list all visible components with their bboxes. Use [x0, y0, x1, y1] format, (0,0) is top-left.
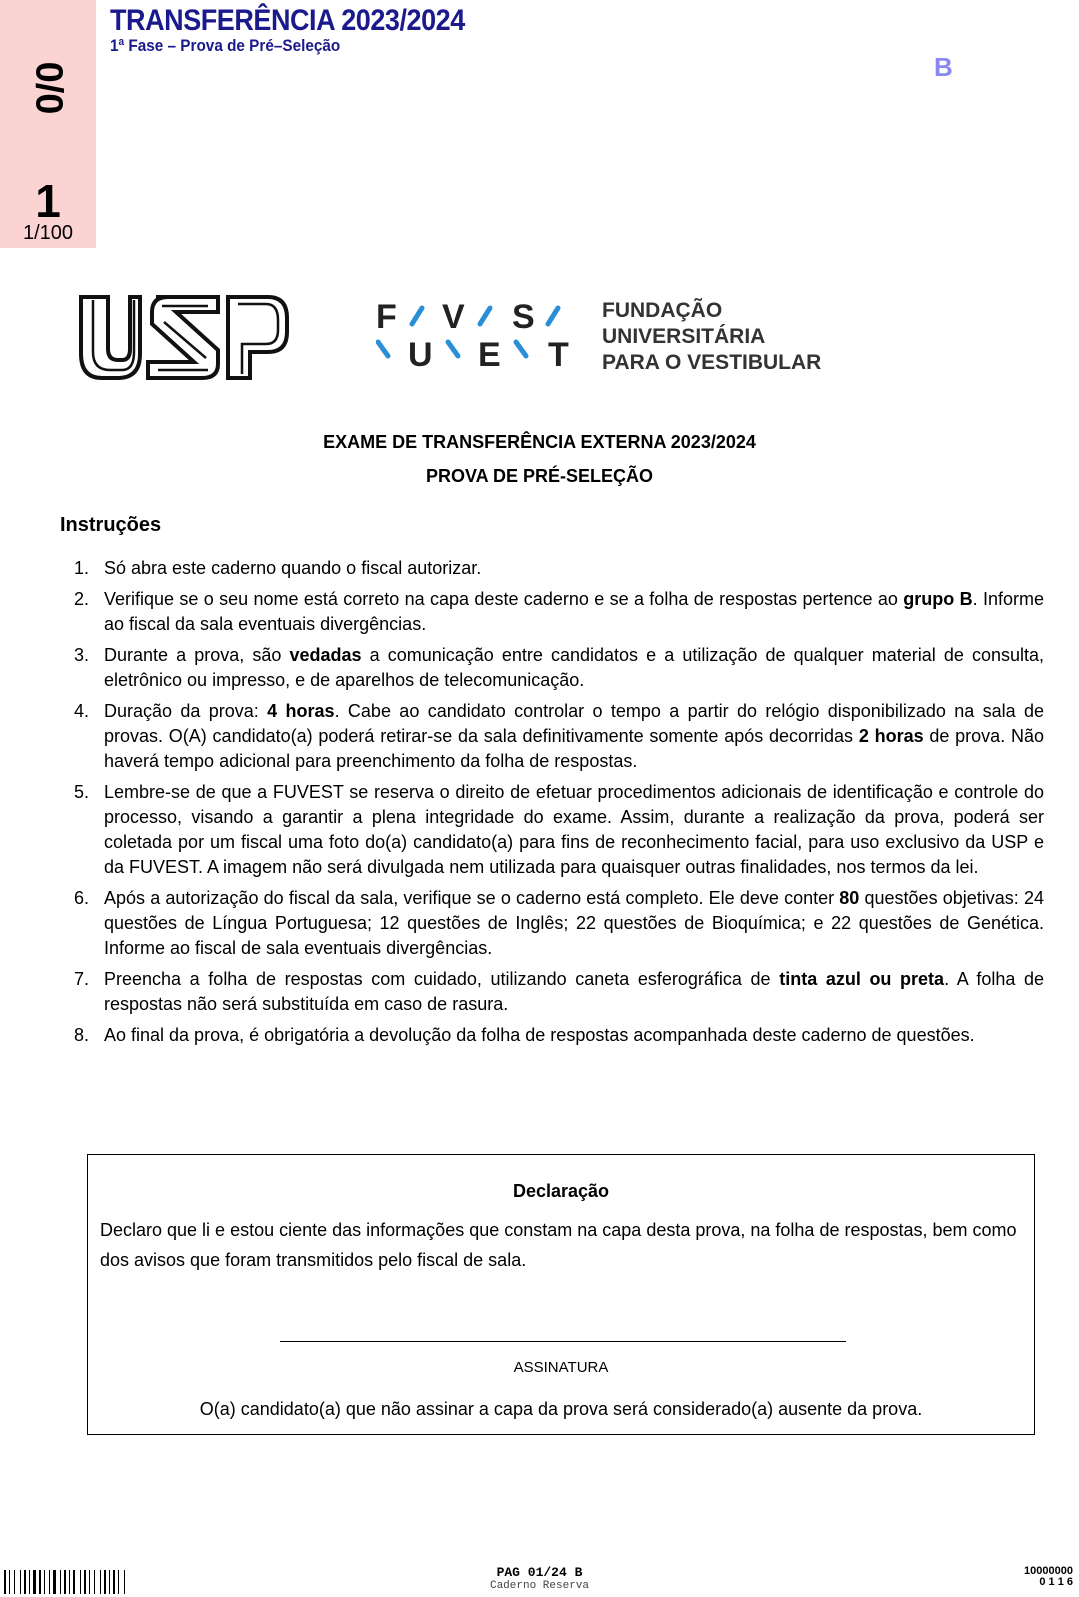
svg-text:F: F: [376, 298, 397, 336]
page-title: TRANSFERÊNCIA 2023/2024: [110, 4, 465, 37]
instruction-text: . Informe ao fiscal da sala eventuais divergências.: [104, 589, 1044, 634]
instruction-number: 2.: [74, 589, 90, 609]
declaration-note: O(a) candidato(a) que não assinar a capa da prova será considerado(a) ausente da prova.: [199, 1399, 923, 1419]
instruction-text: Só abra este caderno quando o fiscal autorizar.: [104, 558, 482, 578]
booklet-fraction: 1/100: [22, 222, 74, 244]
footer-code-bottom: 0 1 1 6: [1039, 1576, 1073, 1588]
instruction-number: 5.: [74, 782, 90, 802]
instruction-text: Duração da prova:: [104, 701, 268, 721]
instruction-item: [74, 1023, 1044, 1048]
instruction-emphasis: 2 horas: [858, 726, 924, 746]
instructions-list: [74, 556, 1044, 1054]
instruction-item: [74, 587, 1044, 637]
instruction-text: Preencha a folha de respostas com cuidado, utilizando caneta esferográfica de: [104, 969, 780, 989]
instruction-emphasis: vedadas: [289, 645, 362, 665]
instruction-text: a comunicação entre candidatos e a utilização de qualquer material de consulta, eletrônico ou impresso, e de aparelhos de telecomunicação.: [104, 645, 1044, 690]
declaration-title: Declaração: [512, 1181, 610, 1201]
instruction-emphasis: tinta azul ou preta: [779, 969, 945, 989]
svg-text:S: S: [512, 298, 535, 336]
instruction-number: 3.: [74, 645, 90, 665]
signature-line[interactable]: [280, 1341, 846, 1342]
rotated-code: 0/0: [27, 61, 70, 115]
svg-text:E: E: [478, 336, 501, 370]
instruction-item: [74, 967, 1044, 1017]
instruction-text: . Cabe ao candidato controlar o tempo a partir do relógio disponibilizado na sala de provas. O(A) candidato(a) poderá retirar-se da sala definitivamente somente após decorridas: [104, 701, 1044, 746]
instruction-item: [74, 643, 1044, 693]
instruction-emphasis: grupo B: [903, 589, 973, 609]
exam-title: EXAME DE TRANSFERÊNCIA EXTERNA 2023/2024: [323, 432, 756, 452]
instruction-text: Lembre-se de que a FUVEST se reserva o direito de efetuar procedimentos adicionais de identificação e controle do processo, visando a garantir a plena integridade do exame. Assim, durante a realização da prova, poderá ser coletada por um fiscal uma foto do(a) candidato(a) para fins de reconhecimento facial, para uso exclusivo da USP e da FUVEST. A imagem não será divulgada nem utilizada para quaisquer outras finalidades, nos termos da lei.: [104, 782, 1044, 877]
fuvest-logo: [376, 298, 572, 370]
group-letter: B: [934, 52, 953, 82]
instructions-heading: Instruções: [60, 514, 162, 536]
page-subtitle: 1ª Fase – Prova de Pré–Seleção: [110, 36, 341, 55]
svg-text:T: T: [548, 336, 569, 370]
instruction-text: questões objetivas: 24 questões de Língua Portuguesa; 12 questões de Inglês; 22 questões de Bioquímica; e 22 questões de Genética. Informe ao fiscal de sala eventuais divergências.: [104, 888, 1044, 958]
instruction-number: 1.: [74, 558, 90, 578]
instruction-item: [74, 699, 1044, 774]
svg-text:V: V: [442, 298, 465, 336]
instruction-text: Após a autorização do fiscal da sala, verifique se o caderno está completo. Ele deve conter: [104, 888, 840, 908]
instruction-item: [74, 886, 1044, 961]
footer-code: [1024, 1566, 1073, 1588]
usp-logo: [78, 294, 290, 382]
svg-text:U: U: [408, 336, 433, 370]
instruction-emphasis: 80: [839, 888, 860, 908]
declaration-text: Declaro que li e estou ciente das informações que constam na capa desta prova, na folha de respostas, bem como dos avisos que foram transmitidos pelo fiscal de sala.: [100, 1220, 1017, 1270]
footer-code-top: 10000000: [1024, 1565, 1073, 1577]
instruction-number: 8.: [74, 1025, 90, 1045]
footer-caption: Caderno Reserva: [489, 1580, 590, 1592]
fuvest-name: [602, 298, 821, 376]
page-number: PAG 01/24 B: [496, 1565, 583, 1580]
fuvest-name-line: FUNDAÇÃO: [602, 299, 723, 322]
fuvest-name-line: UNIVERSITÁRIA: [602, 325, 766, 348]
booklet-number: 1: [35, 175, 61, 227]
fuvest-name-line: PARA O VESTIBULAR: [602, 351, 822, 374]
instruction-text: Durante a prova, são: [104, 645, 290, 665]
instruction-number: 4.: [74, 701, 90, 721]
instruction-text: Ao final da prova, é obrigatória a devolução da folha de respostas acompanhada deste caderno de questões.: [104, 1025, 975, 1045]
instruction-text: . A folha de respostas não será substituída em caso de rasura.: [104, 969, 1045, 1014]
instruction-number: 6.: [74, 888, 90, 908]
declaration-box: [87, 1154, 1035, 1435]
instruction-number: 7.: [74, 969, 90, 989]
instruction-item: [74, 780, 1044, 880]
instruction-text: de prova. Não haverá tempo adicional para preenchimento da folha de respostas.: [104, 726, 1044, 771]
instruction-emphasis: 4 horas: [267, 701, 335, 721]
instruction-item: [74, 556, 1044, 581]
instruction-text: Verifique se o seu nome está correto na capa deste caderno e se a folha de respostas pertence ao: [104, 589, 904, 609]
exam-subtitle: PROVA DE PRÉ-SELEÇÃO: [425, 466, 654, 486]
signature-label: ASSINATURA: [513, 1359, 609, 1376]
